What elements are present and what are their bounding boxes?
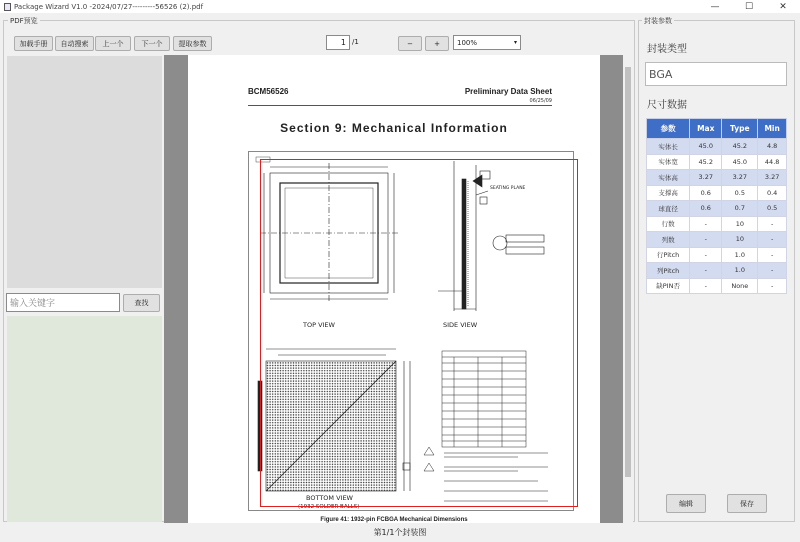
param-col-header: 参数 xyxy=(647,119,690,139)
min-cell[interactable]: 44.8 xyxy=(758,154,787,170)
min-cell[interactable]: - xyxy=(758,247,787,263)
min-col-header: Min xyxy=(758,119,787,139)
app-icon xyxy=(4,3,11,11)
min-cell[interactable]: - xyxy=(758,263,787,279)
min-cell[interactable]: 0.4 xyxy=(758,185,787,201)
min-cell[interactable]: 3.27 xyxy=(758,170,787,186)
type-cell[interactable]: 0.7 xyxy=(722,201,758,217)
zoom-in-button[interactable]: + xyxy=(425,36,449,51)
zoom-out-button[interactable]: − xyxy=(398,36,422,51)
package-params-title: 封装参数 xyxy=(644,17,672,25)
min-cell[interactable]: 0.5 xyxy=(758,201,787,217)
param-name-cell[interactable]: 实体长 xyxy=(647,139,690,155)
param-name-cell[interactable]: 行Pitch xyxy=(647,247,690,263)
param-name-cell[interactable]: 球直径 xyxy=(647,201,690,217)
zoom-value: 100% xyxy=(457,38,478,47)
extract-params-button[interactable]: 提取参数 xyxy=(173,36,212,51)
min-cell[interactable]: - xyxy=(758,232,787,248)
load-manual-button[interactable]: 加载手册 xyxy=(14,36,53,51)
type-cell[interactable]: 3.27 xyxy=(722,170,758,186)
param-row[interactable] xyxy=(647,232,787,248)
param-row[interactable] xyxy=(647,170,787,186)
page-number-input[interactable] xyxy=(326,35,350,50)
param-row[interactable] xyxy=(647,263,787,279)
param-row[interactable] xyxy=(647,201,787,217)
type-cell[interactable]: 45.2 xyxy=(722,139,758,155)
close-button[interactable]: ✕ xyxy=(779,1,787,12)
window-title: Package Wizard V1.0 -2024/07/27---------56526 (2).pdf xyxy=(14,2,204,11)
max-cell[interactable]: - xyxy=(690,247,722,263)
param-row[interactable] xyxy=(647,139,787,155)
prev-button[interactable]: 上一个 xyxy=(95,36,131,51)
param-name-cell[interactable]: 行数 xyxy=(647,216,690,232)
package-type-field[interactable] xyxy=(645,62,787,86)
seating-plane-label: SEATING PLANE xyxy=(490,186,526,191)
search-results-panel xyxy=(7,316,162,522)
pdf-part-number: BCM56526 xyxy=(248,87,289,96)
max-cell[interactable]: 0.6 xyxy=(690,201,722,217)
bottom-view-sublabel: (1932 SOLDER BALLS) xyxy=(298,504,360,510)
chevron-down-icon: ▾ xyxy=(513,39,517,46)
minimize-button[interactable]: — xyxy=(710,1,720,12)
max-cell[interactable]: 0.6 xyxy=(690,185,722,201)
type-cell[interactable]: 10 xyxy=(722,232,758,248)
pdf-preview-title: PDF预览 xyxy=(10,17,38,25)
param-name-cell[interactable]: 支撑高 xyxy=(647,185,690,201)
max-cell[interactable]: - xyxy=(690,232,722,248)
thumbnail-panel xyxy=(7,56,162,288)
max-cell[interactable]: 45.0 xyxy=(690,139,722,155)
side-view-label: SIDE VIEW xyxy=(443,321,478,329)
page-number-value: 1 xyxy=(340,38,346,47)
type-cell[interactable]: None xyxy=(722,278,758,294)
type-col-header: Type xyxy=(722,119,758,139)
edit-button[interactable]: 编辑 xyxy=(666,494,706,513)
scrollbar-thumb[interactable] xyxy=(625,67,631,477)
top-view-label: TOP VIEW xyxy=(303,321,335,329)
type-cell[interactable]: 10 xyxy=(722,216,758,232)
type-cell[interactable]: 1.0 xyxy=(722,263,758,279)
max-cell[interactable]: 3.27 xyxy=(690,170,722,186)
bottom-view-label: BOTTOM VIEW xyxy=(306,494,353,502)
save-button[interactable]: 保存 xyxy=(727,494,767,513)
param-name-cell[interactable]: 实体高 xyxy=(647,170,690,186)
type-cell[interactable]: 1.0 xyxy=(722,247,758,263)
type-cell[interactable]: 45.0 xyxy=(722,154,758,170)
zoom-select[interactable] xyxy=(453,35,521,50)
min-cell[interactable]: - xyxy=(758,278,787,294)
next-button[interactable]: 下一个 xyxy=(134,36,170,51)
param-row[interactable] xyxy=(647,278,787,294)
section-title: Section 9: Mechanical Information xyxy=(280,121,508,135)
param-table xyxy=(646,118,787,294)
min-cell[interactable]: 4.8 xyxy=(758,139,787,155)
detected-package-frame xyxy=(260,159,578,507)
package-type-value: BGA xyxy=(649,67,673,81)
maximize-button[interactable]: ☐ xyxy=(744,1,754,12)
param-name-cell[interactable]: 列Pitch xyxy=(647,263,690,279)
param-name-cell[interactable]: 列数 xyxy=(647,232,690,248)
type-cell[interactable]: 0.5 xyxy=(722,185,758,201)
status-bar: 第1/1个封装图 xyxy=(373,528,427,537)
max-cell[interactable]: 45.2 xyxy=(690,154,722,170)
figure-caption: Figure 41: 1932-pin FCBGA Mechanical Dimensions xyxy=(320,517,468,523)
param-row[interactable] xyxy=(647,216,787,232)
param-row[interactable] xyxy=(647,247,787,263)
max-cell[interactable]: - xyxy=(690,216,722,232)
min-cell[interactable]: - xyxy=(758,216,787,232)
pdf-viewer[interactable] xyxy=(164,55,623,523)
param-table-header xyxy=(647,119,787,139)
param-row[interactable] xyxy=(647,185,787,201)
auto-search-button[interactable]: 自动搜索 xyxy=(55,36,94,51)
max-cell[interactable]: - xyxy=(690,278,722,294)
max-col-header: Max xyxy=(690,119,722,139)
page-total: /1 xyxy=(352,38,359,46)
param-name-cell[interactable]: 缺PIN否 xyxy=(647,278,690,294)
dimension-data-label: 尺寸数据 xyxy=(647,100,687,111)
find-button[interactable]: 查找 xyxy=(123,294,160,312)
max-cell[interactable]: - xyxy=(690,263,722,279)
viewer-scrollbar[interactable] xyxy=(623,55,633,523)
package-type-label: 封装类型 xyxy=(647,44,687,55)
window-controls xyxy=(698,0,800,13)
param-row[interactable] xyxy=(647,154,787,170)
title-bar xyxy=(0,0,800,13)
keyword-input[interactable] xyxy=(6,293,120,312)
header-rule xyxy=(248,105,552,106)
keyword-placeholder: 输入关键字 xyxy=(10,299,56,309)
pdf-date: 06/25/09 xyxy=(529,98,552,104)
pdf-doc-type: Preliminary Data Sheet xyxy=(464,87,552,96)
pdf-page xyxy=(188,55,600,523)
param-name-cell[interactable]: 实体宽 xyxy=(647,154,690,170)
